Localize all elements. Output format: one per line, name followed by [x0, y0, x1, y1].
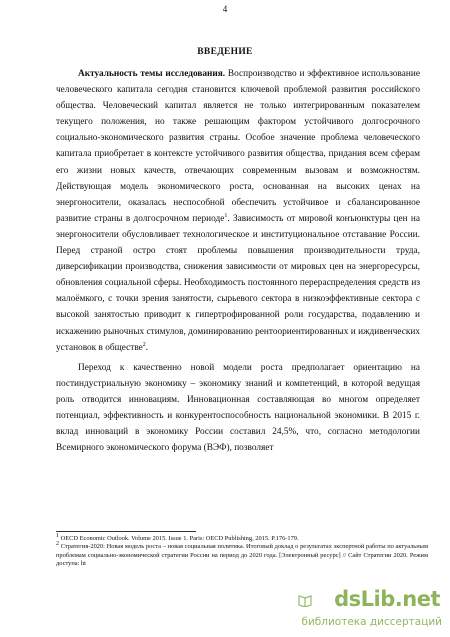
footnote-ref-1[interactable]: 1 — [224, 212, 228, 219]
section-heading: ВВЕДЕНИЕ — [197, 47, 253, 57]
footnote-2 — [56, 543, 428, 568]
watermark — [278, 587, 450, 637]
footnote-mark-2: 2 — [56, 541, 59, 548]
paragraph-2: Переход к качественно новой модели роста предполагает ориентацию на постиндустриальную экономику – экономику знаний и компетенций, в которой ведущая роль отводится инновациям. Инновационная составляющая во многом определяет потенциал, эффективность и конкурентоспособность национальной экономики. В 2015 г. вклад инноваций в экономику России составил 24,5%, что, согласно методологии Всемирного экономического форума (ВЭФ), позволяет — [56, 362, 420, 454]
footnote-divider — [56, 531, 196, 532]
paragraph-1 — [56, 66, 420, 356]
footnote-mark-1: 1 — [56, 532, 59, 539]
footnote-text-1: OECD Economic Outlook. Volume 2015. Issue 1. Paris: OECD Publishing, 2015. P.176-179. — [59, 535, 299, 542]
paragraph-text-continued: . Зависимость от мировой конъюнктуры цен на энергоносители обусловливает технологическое и институциональное отставание России. Перед страной остро стоят проблемы повышения производительности труда, диверсификации производства, снижения зависимости от мировых цен на энергоресурсы, обновления социальной сферы. Необходимость постоянного перераспределения средств из малоёмкого, с точки зрения занятости, сырьевого сектора в низкоэффективные сектора с высокой занятостью приводит к гипертрофированной роли государства, подавлению и искажению рыночных стимулов, доминированию рентоориентированных и иждивенческих установок в обществе — [56, 213, 420, 353]
footnotes — [56, 532, 428, 568]
page-number: 4 — [222, 4, 228, 14]
paragraph-text: Воспроизводство и эффективное использование человеческого капитала сегодня становится ключевой проблемой развития российского общества. Человеческий капитал является не только интегрированным показателем текущего положения, но также решающим фактором устойчивого долгосрочного социально-экономического развития страны. Особое значение проблема человеческого капитала приобретает в контексте устойчивого развития общества, придания всем сферам его жизни новых качеств, отвечающих современным вызовам и возможностям. Действующая модель экономического роста, основанная на высоких ценах на энергоносители, оказалась неспособной обеспечить устойчивое и сбалансированное развитие страны в долгосрочном периоде — [56, 69, 420, 224]
body-text — [56, 66, 420, 456]
paragraph-lead: Актуальность темы исследования. — [78, 69, 226, 79]
footnote-ref-2[interactable]: 2 — [142, 341, 146, 348]
footnote-text-2: Стратегия-2020: Новая модель роста – новая социальная политика. Итоговый доклад о результатах экспертной работы по актуальным проблемам социально-экономической стратегии России на период до 2020 года. [Электронный ресурс] // Сайт Стратегии 2020. Режим доступа: ht — [56, 543, 428, 567]
paragraph-end: . — [145, 342, 149, 353]
book-icon — [298, 593, 312, 607]
watermark-logo: dsLib.net — [334, 587, 440, 611]
watermark-subtitle: библиотека диссертаций — [301, 616, 442, 628]
